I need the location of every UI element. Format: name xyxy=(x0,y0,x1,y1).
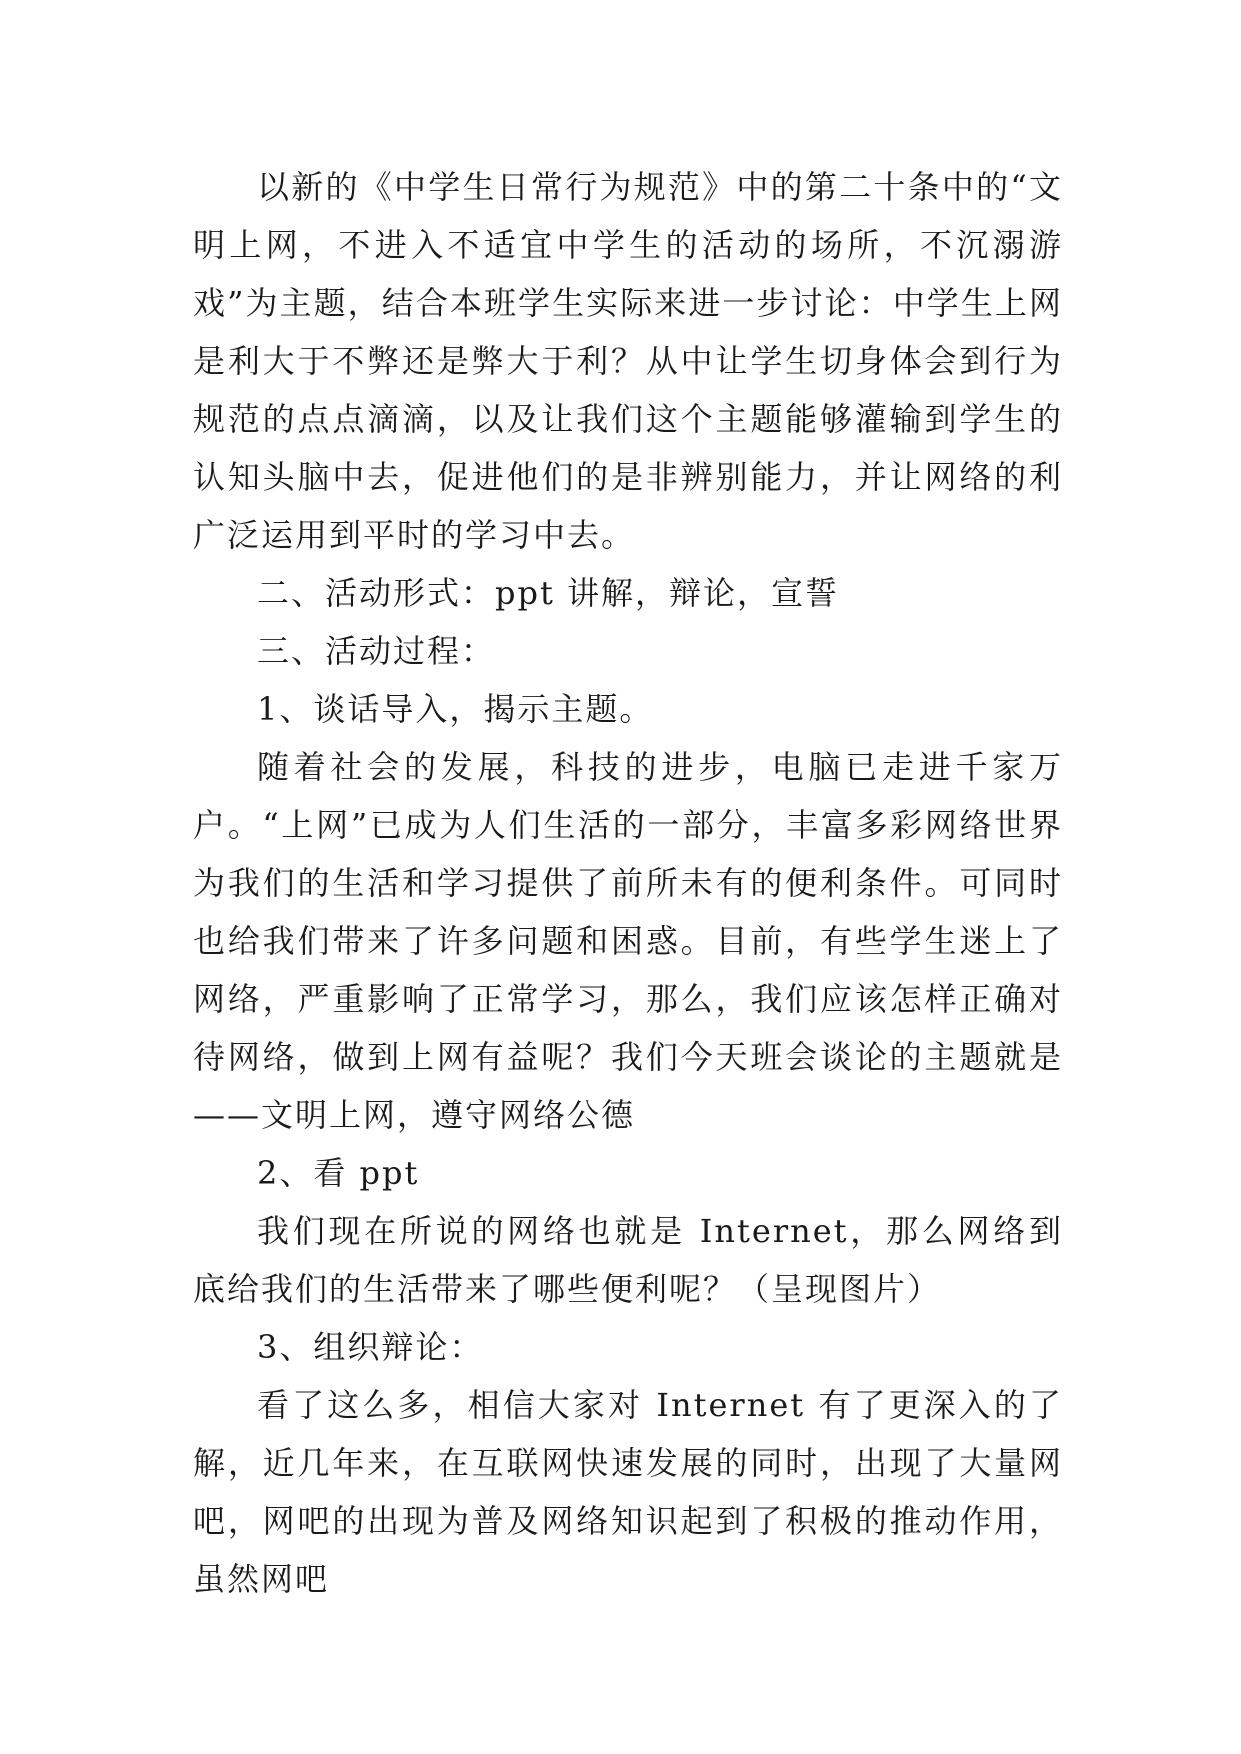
paragraph-step-1: 1、谈话导入，揭示主题。 xyxy=(257,690,654,728)
document-body xyxy=(193,158,1063,1608)
paragraph-step-3-body: 看了这么多，相信大家对 Internet 有了更深入的了解，近几年来，在互联网快速发展的同时，出现了大量网吧，网吧的出现为普及网络知识起到了积极的推动作用，虽然网吧 xyxy=(193,1386,1063,1598)
paragraph-step-1-body: 随着社会的发展，科技的进步，电脑已走进千家万户。“上网”已成为人们生活的一部分，丰富多彩网络世界为我们的生活和学习提供了前所未有的便利条件。可同时也给我们带来了许多问题和困惑。目前，有些学生迷上了网络，严重影响了正常学习，那么，我们应该怎样正确对待网络，做到上网有益呢？我们今天班会谈论的主题就是——文明上网，遵守网络公德 xyxy=(193,748,1063,1134)
paragraph-step-3: 3、组织辩论： xyxy=(257,1328,484,1366)
paragraph-activity-process: 三、活动过程： xyxy=(257,632,496,670)
paragraph-step-2-body: 我们现在所说的网络也就是 Internet，那么网络到底给我们的生活带来了哪些便利呢？（呈现图片） xyxy=(193,1212,1063,1308)
paragraph-intro: 以新的《中学生日常行为规范》中的第二十条中的“文明上网，不进入不适宜中学生的活动的场所，不沉溺游戏”为主题，结合本班学生实际来进一步讨论：中学生上网是利大于不弊还是弊大于利？从中让学生切身体会到行为规范的点点滴滴，以及让我们这个主题能够灌输到学生的认知头脑中去，促进他们的是非辨别能力，并让网络的利广泛运用到平时的学习中去。 xyxy=(193,168,1063,554)
paragraph-step-2: 2、看 ppt xyxy=(257,1154,420,1192)
paragraph-activity-form: 二、活动形式：ppt 讲解，辩论，宣誓 xyxy=(257,574,840,612)
